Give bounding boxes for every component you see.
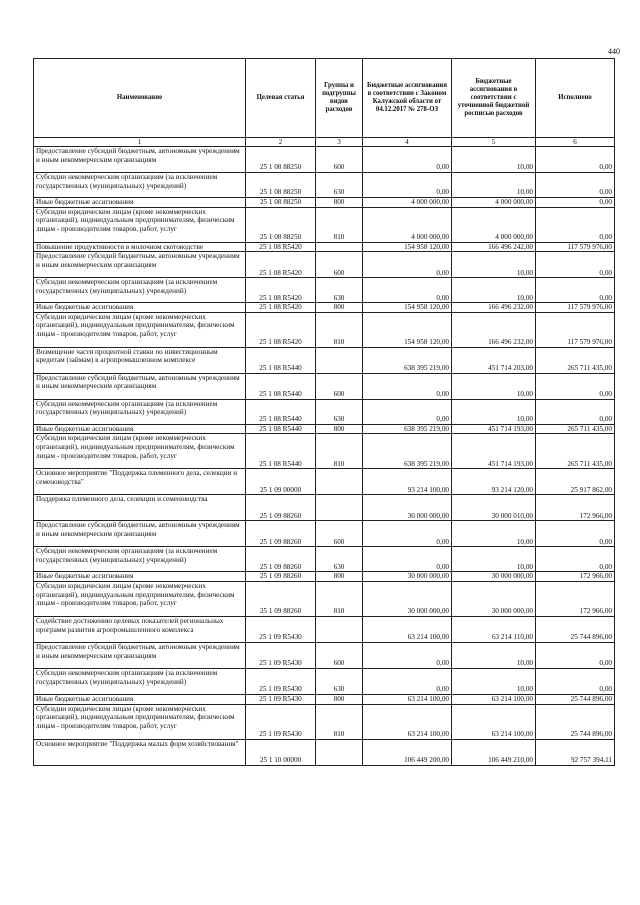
table-row: [34, 642, 615, 668]
amount-executed: 265 711 435,00: [536, 424, 615, 434]
row-name: Субсидии некоммерческим организациям (за исключением государственных (муниципальных) учреждений): [34, 668, 246, 694]
target-code: 25 1 09 R5430: [246, 704, 316, 739]
amount-executed: 25 917 862,00: [536, 469, 615, 495]
table-row: [34, 303, 615, 313]
expense-group: 800: [316, 303, 363, 313]
amount-law: 30 000 000,00: [363, 581, 452, 616]
target-code: 25 1 08 R5440: [246, 399, 316, 424]
expense-group: 600: [316, 252, 363, 278]
target-code: 25 1 09 00000: [246, 469, 316, 495]
expense-group: 810: [316, 434, 363, 469]
table-row: [34, 278, 615, 303]
amount-executed: 25 744 896,00: [536, 694, 615, 704]
target-code: 25 1 08 R5420: [246, 242, 316, 252]
row-name: Предоставление субсидий бюджетным, автономным учреждениям и иным некоммерческим организациям: [34, 521, 246, 547]
amount-revised: 451 714 193,00: [452, 424, 536, 434]
amount-law: 638 395 219,00: [363, 347, 452, 373]
table-row: [34, 198, 615, 208]
row-name: Предоставление субсидий бюджетным, автономным учреждениям и иным некоммерческим организациям: [34, 252, 246, 278]
amount-revised: 10,00: [452, 252, 536, 278]
amount-law: 0,00: [363, 252, 452, 278]
row-name: Основное мероприятие "Поддержка племенного дела, селекции и семеноводства": [34, 469, 246, 495]
target-code: 25 1 08 R5420: [246, 252, 316, 278]
amount-executed: 265 711 435,00: [536, 347, 615, 373]
expense-group: 630: [316, 547, 363, 572]
amount-revised: 10,00: [452, 147, 536, 173]
expense-group: 800: [316, 572, 363, 582]
amount-law: 106 449 200,00: [363, 739, 452, 765]
row-name: Иные бюджетные ассигнования: [34, 694, 246, 704]
col-header-name: Наименование: [34, 59, 246, 138]
amount-law: 0,00: [363, 642, 452, 668]
column-number: 6: [536, 138, 615, 147]
target-code: 25 1 09 R5430: [246, 642, 316, 668]
target-code: 25 1 09 88260: [246, 572, 316, 582]
row-name: Иные бюджетные ассигнования: [34, 572, 246, 582]
row-name: Субсидии некоммерческим организациям (за исключением государственных (муниципальных) учреждений): [34, 399, 246, 424]
expense-group: 630: [316, 278, 363, 303]
amount-executed: 117 579 976,00: [536, 242, 615, 252]
row-name: Субсидии некоммерческим организациям (за исключением государственных (муниципальных) учреждений): [34, 173, 246, 198]
amount-law: 63 214 100,00: [363, 694, 452, 704]
amount-revised: 451 714 203,00: [452, 347, 536, 373]
amount-executed: 25 744 896,00: [536, 704, 615, 739]
amount-revised: 30 000 000,00: [452, 581, 536, 616]
expense-group: 600: [316, 642, 363, 668]
amount-executed: 0,00: [536, 278, 615, 303]
amount-law: 0,00: [363, 373, 452, 399]
target-code: 25 1 08 R5440: [246, 424, 316, 434]
amount-revised: 166 496 232,00: [452, 312, 536, 347]
amount-executed: 0,00: [536, 173, 615, 198]
table-row: [34, 616, 615, 642]
row-name: Субсидии юридическим лицам (кроме некоммерческих организаций), индивидуальным предпринимателям, физическим лицам - производителям товаров, работ, услуг: [34, 581, 246, 616]
row-name: Субсидии юридическим лицам (кроме некоммерческих организаций), индивидуальным предпринимателям, физическим лицам - производителям товаров, работ, услуг: [34, 704, 246, 739]
row-name: Предоставление субсидий бюджетным, автономным учреждениям и иным некоммерческим организациям: [34, 642, 246, 668]
amount-law: 4 000 000,00: [363, 207, 452, 242]
amount-revised: 63 214 100,00: [452, 704, 536, 739]
expense-group: [316, 347, 363, 373]
amount-law: 0,00: [363, 547, 452, 572]
col-header-executed: Исполнено: [536, 59, 615, 138]
table-row: [34, 495, 615, 521]
target-code: 25 1 08 88250: [246, 207, 316, 242]
amount-revised: 10,00: [452, 173, 536, 198]
target-code: 25 1 08 88250: [246, 198, 316, 208]
table-row: [34, 242, 615, 252]
amount-executed: 25 744 896,00: [536, 616, 615, 642]
target-code: 25 1 08 R5440: [246, 347, 316, 373]
amount-law: 4 000 000,00: [363, 198, 452, 208]
row-name: Повышение продуктивности в молочном скотоводстве: [34, 242, 246, 252]
column-number: 3: [316, 138, 363, 147]
target-code: 25 1 09 88260: [246, 521, 316, 547]
target-code: 25 1 09 R5430: [246, 616, 316, 642]
row-name: Иные бюджетные ассигнования: [34, 198, 246, 208]
row-name: Субсидии юридическим лицам (кроме некоммерческих организаций), индивидуальным предпринимателям, физическим лицам - производителям товаров, работ, услуг: [34, 207, 246, 242]
amount-executed: 0,00: [536, 668, 615, 694]
row-name: Иные бюджетные ассигнования: [34, 303, 246, 313]
column-number: 4: [363, 138, 452, 147]
expense-group: 600: [316, 147, 363, 173]
expense-group: 810: [316, 207, 363, 242]
amount-law: 0,00: [363, 278, 452, 303]
expense-group: 600: [316, 521, 363, 547]
target-code: 25 1 08 88250: [246, 147, 316, 173]
amount-law: 0,00: [363, 399, 452, 424]
budget-table: [33, 58, 615, 766]
table-row: [34, 694, 615, 704]
amount-revised: 10,00: [452, 642, 536, 668]
amount-law: 93 214 100,00: [363, 469, 452, 495]
table-row: [34, 173, 615, 198]
amount-revised: 10,00: [452, 399, 536, 424]
amount-executed: 0,00: [536, 642, 615, 668]
amount-revised: 10,00: [452, 521, 536, 547]
page-number: 440: [608, 47, 620, 56]
table-row: [34, 147, 615, 173]
amount-law: 0,00: [363, 521, 452, 547]
expense-group: 800: [316, 694, 363, 704]
amount-revised: 106 449 210,00: [452, 739, 536, 765]
amount-executed: 172 966,00: [536, 581, 615, 616]
row-name: Субсидии некоммерческим организациям (за исключением государственных (муниципальных) учреждений): [34, 278, 246, 303]
table-row: [34, 312, 615, 347]
table-row: [34, 434, 615, 469]
target-code: 25 1 08 R5440: [246, 373, 316, 399]
row-name: Поддержка племенного дела, селекции и семеноводства: [34, 495, 246, 521]
column-number-row: [34, 138, 615, 147]
target-code: 25 1 08 R5440: [246, 434, 316, 469]
target-code: 25 1 09 88260: [246, 495, 316, 521]
amount-law: 63 214 100,00: [363, 616, 452, 642]
row-name: Иные бюджетные ассигнования: [34, 424, 246, 434]
expense-group: 810: [316, 312, 363, 347]
table-row: [34, 572, 615, 582]
amount-revised: 10,00: [452, 373, 536, 399]
column-number: 2: [246, 138, 316, 147]
amount-revised: 4 000 000,00: [452, 198, 536, 208]
table-row: [34, 521, 615, 547]
expense-group: 600: [316, 373, 363, 399]
amount-revised: 30 000 010,00: [452, 495, 536, 521]
expense-group: [316, 739, 363, 765]
amount-law: 0,00: [363, 173, 452, 198]
expense-group: 800: [316, 198, 363, 208]
table-row: [34, 424, 615, 434]
amount-revised: 93 214 120,00: [452, 469, 536, 495]
col-header-groups: Группы и подгруппы видов расходов: [316, 59, 363, 138]
target-code: 25 1 08 R5420: [246, 312, 316, 347]
row-name: Предоставление субсидий бюджетным, автономным учреждениям и иным некоммерческим организациям: [34, 373, 246, 399]
row-name: Субсидии юридическим лицам (кроме некоммерческих организаций), индивидуальным предпринимателям, физическим лицам - производителям товаров, работ, услуг: [34, 434, 246, 469]
col-header-target: Целевая статья: [246, 59, 316, 138]
amount-executed: 172 966,00: [536, 495, 615, 521]
target-code: 25 1 09 88260: [246, 547, 316, 572]
target-code: 25 1 10 00000: [246, 739, 316, 765]
table-row: [34, 668, 615, 694]
amount-revised: 166 496 242,00: [452, 242, 536, 252]
col-header-revised: Бюджетные ассигнования в соответствии с уточненной бюджетной росписью расходов: [452, 59, 536, 138]
expense-group: 810: [316, 581, 363, 616]
amount-revised: 4 000 000,00: [452, 207, 536, 242]
table-row: [34, 347, 615, 373]
amount-law: 638 395 219,00: [363, 424, 452, 434]
amount-revised: 63 214 110,00: [452, 616, 536, 642]
header-row: [34, 59, 615, 138]
table-row: [34, 373, 615, 399]
table-row: [34, 399, 615, 424]
col-header-law: Бюджетные ассигнования в соответствии с Законом Калужской области от 04.12.2017 № 278-ОЗ: [363, 59, 452, 138]
amount-executed: 265 711 435,00: [536, 434, 615, 469]
amount-revised: 10,00: [452, 278, 536, 303]
amount-revised: 166 496 232,00: [452, 303, 536, 313]
table-row: [34, 739, 615, 765]
amount-revised: 63 214 100,00: [452, 694, 536, 704]
amount-revised: 30 000 000,00: [452, 572, 536, 582]
expense-group: 630: [316, 173, 363, 198]
column-number: 5: [452, 138, 536, 147]
target-code: 25 1 09 R5430: [246, 694, 316, 704]
amount-executed: 92 757 394,11: [536, 739, 615, 765]
column-number: 1: [34, 138, 246, 147]
table-row: [34, 207, 615, 242]
amount-executed: 0,00: [536, 207, 615, 242]
expense-group: 800: [316, 424, 363, 434]
target-code: 25 1 08 R5420: [246, 278, 316, 303]
expense-group: [316, 469, 363, 495]
row-name: Предоставление субсидий бюджетным, автономным учреждениям и иным некоммерческим организациям: [34, 147, 246, 173]
expense-group: 630: [316, 399, 363, 424]
table-row: [34, 547, 615, 572]
amount-executed: 0,00: [536, 198, 615, 208]
amount-executed: 117 579 976,00: [536, 312, 615, 347]
amount-revised: 10,00: [452, 668, 536, 694]
expense-group: [316, 495, 363, 521]
expense-group: [316, 242, 363, 252]
amount-executed: 0,00: [536, 547, 615, 572]
amount-executed: 0,00: [536, 252, 615, 278]
table-row: [34, 581, 615, 616]
amount-law: 0,00: [363, 147, 452, 173]
row-name: Возмещение части процентной ставки по инвестиционным кредитам (займам) в агропромышленном комплексе: [34, 347, 246, 373]
amount-executed: 0,00: [536, 399, 615, 424]
amount-executed: 0,00: [536, 373, 615, 399]
amount-executed: 172 966,00: [536, 572, 615, 582]
amount-executed: 0,00: [536, 147, 615, 173]
target-code: 25 1 09 R5430: [246, 668, 316, 694]
expense-group: 630: [316, 668, 363, 694]
table-row: [34, 469, 615, 495]
amount-law: 30 000 000,00: [363, 572, 452, 582]
amount-revised: 10,00: [452, 547, 536, 572]
table-row: [34, 252, 615, 278]
amount-executed: 0,00: [536, 521, 615, 547]
amount-law: 30 000 000,00: [363, 495, 452, 521]
amount-law: 638 395 219,00: [363, 434, 452, 469]
amount-law: 0,00: [363, 668, 452, 694]
expense-group: 810: [316, 704, 363, 739]
amount-law: 154 958 120,00: [363, 312, 452, 347]
expense-group: [316, 616, 363, 642]
row-name: Основное мероприятие "Поддержка малых форм хозяйствования": [34, 739, 246, 765]
amount-executed: 117 579 976,00: [536, 303, 615, 313]
amount-law: 154 958 120,00: [363, 242, 452, 252]
target-code: 25 1 08 R5420: [246, 303, 316, 313]
amount-law: 154 958 120,00: [363, 303, 452, 313]
row-name: Субсидии юридическим лицам (кроме некоммерческих организаций), индивидуальным предпринимателям, физическим лицам - производителям товаров, работ, услуг: [34, 312, 246, 347]
target-code: 25 1 09 88260: [246, 581, 316, 616]
target-code: 25 1 08 88250: [246, 173, 316, 198]
amount-law: 63 214 100,00: [363, 704, 452, 739]
row-name: Субсидии некоммерческим организациям (за исключением государственных (муниципальных) учреждений): [34, 547, 246, 572]
row-name: Содействие достижению целевых показателей региональных программ развития агропромышленного комплекса: [34, 616, 246, 642]
amount-revised: 451 714 193,00: [452, 434, 536, 469]
table-row: [34, 704, 615, 739]
